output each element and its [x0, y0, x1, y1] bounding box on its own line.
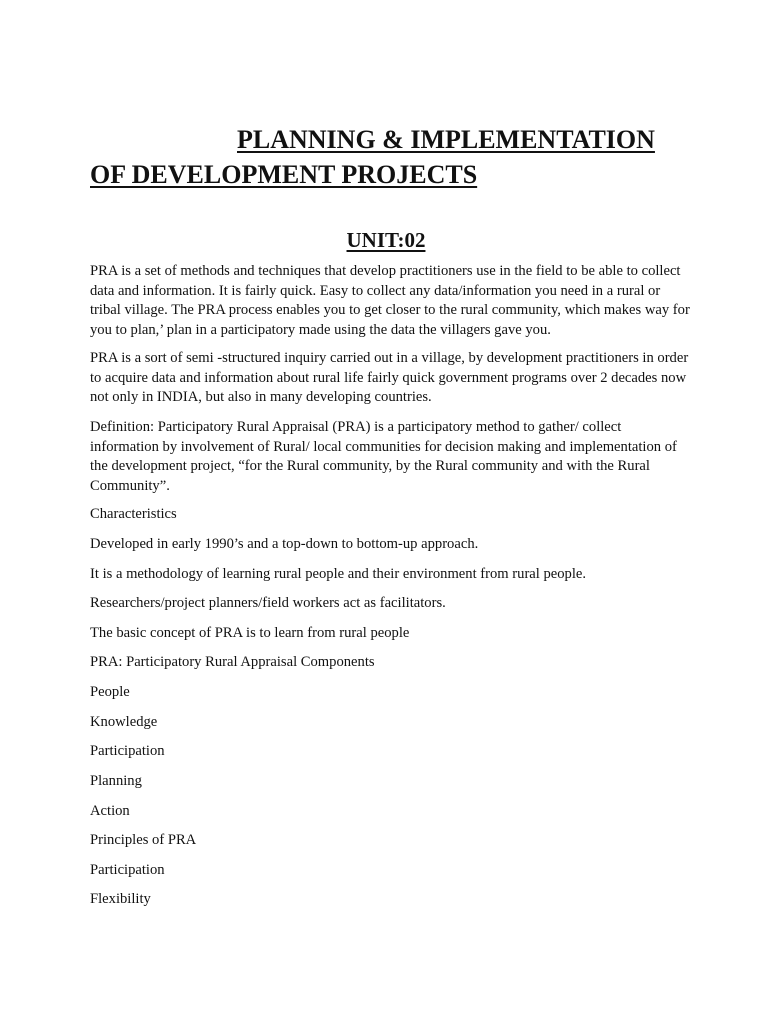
paragraph-pra-definition: Definition: Participatory Rural Appraisal (PRA) is a participatory method to gather/ collect information by involvement of Rural/ local communities for decision making and implementation of the development project, “for the Rural community, by the Rural community and with the Rural Community”. [90, 419, 677, 494]
line-principles-heading: Principles of PRA [90, 832, 197, 848]
line-facilitators: Researchers/project planners/field workers act as facilitators. [90, 595, 446, 611]
unit-heading: UNIT:02 [346, 228, 426, 252]
line-basic-concept: The basic concept of PRA is to learn from rural people [90, 625, 410, 641]
title-line-2: OF DEVELOPMENT PROJECTS [90, 160, 478, 189]
line-knowledge: Knowledge [90, 714, 158, 730]
document-title [90, 122, 690, 192]
line-principle-participation: Participation [90, 862, 165, 878]
line-developed: Developed in early 1990’s and a top-down to bottom-up approach. [90, 536, 479, 552]
line-planning: Planning [90, 773, 142, 789]
line-people: People [90, 684, 130, 700]
paragraph-pra-inquiry: PRA is a sort of semi -structured inquiry carried out in a village, by development practitioners in order to acquire data and information about rural life fairly quick government programs over 2 decades now not only in INDIA, but also in many developing countries. [90, 350, 689, 405]
line-participation: Participation [90, 743, 165, 759]
line-action: Action [90, 803, 130, 819]
line-characteristics: Characteristics [90, 506, 177, 522]
line-principle-flexibility: Flexibility [90, 891, 151, 907]
line-methodology: It is a methodology of learning rural people and their environment from rural people. [90, 566, 587, 582]
title-line-1: PLANNING & IMPLEMENTATION [237, 125, 655, 154]
line-components-heading: PRA: Participatory Rural Appraisal Components [90, 654, 375, 670]
paragraph-pra-overview: PRA is a set of methods and techniques that develop practitioners use in the field to be able to collect data and information. It is fairly quick. Easy to collect any data/information you need in a rural or tribal village. The PRA process enables you to get closer to the rural community, which makes way for you to plan,’ plan in a participatory made using the data the villagers gave you. [90, 263, 690, 338]
